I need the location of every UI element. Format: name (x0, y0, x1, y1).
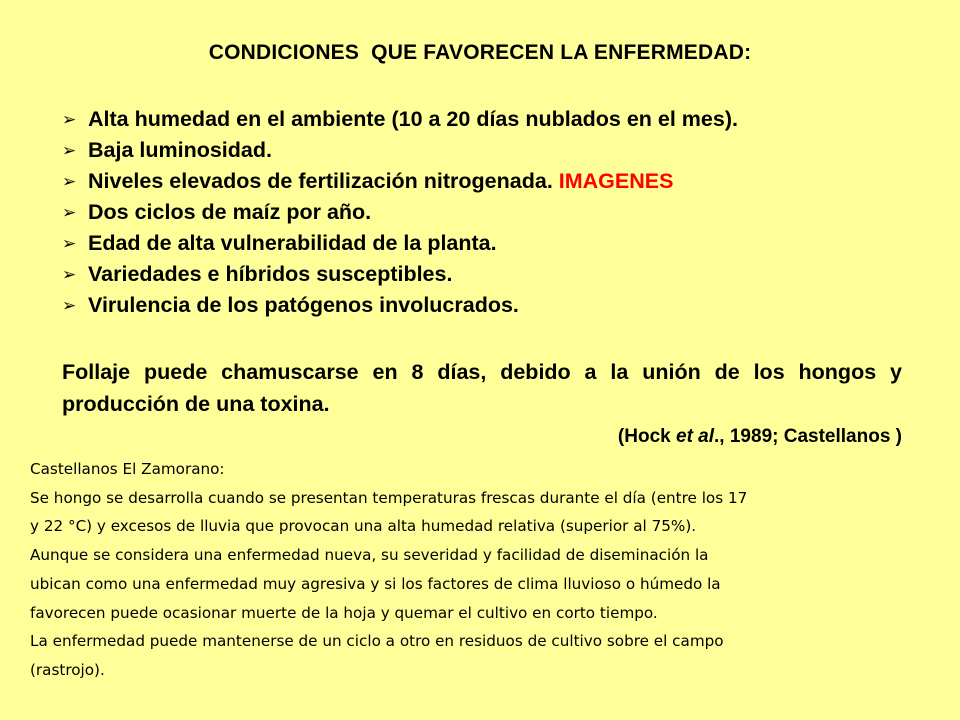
arrow-bullet-icon: ➢ (62, 172, 77, 191)
condition-text: Variedades e híbridos susceptibles. (88, 262, 453, 286)
condition-item (62, 104, 922, 135)
note-line: y 22 °C) y excesos de lluvia que provocan una alta humedad relativa (superior al 75%). (30, 517, 697, 536)
condition-text: Edad de alta vulnerabilidad de la planta. (88, 231, 497, 255)
imagenes-link[interactable]: IMAGENES (558, 169, 674, 193)
arrow-bullet-icon: ➢ (62, 234, 77, 253)
condition-text: Baja luminosidad. (88, 138, 272, 162)
condition-item (62, 166, 922, 197)
citation-open: (Hock (617, 426, 676, 447)
citation-rest: ., 1989; Castellanos ) (714, 426, 902, 447)
condition-item (62, 228, 922, 259)
arrow-bullet-icon: ➢ (62, 203, 77, 222)
summary-paragraph: Follaje puede chamuscarse en 8 días, debido a la unión de los hongos y producción de una toxina. (62, 360, 902, 416)
condition-item (62, 197, 922, 228)
condition-text: Dos ciclos de maíz por año. (88, 200, 372, 224)
condition-item (62, 290, 922, 321)
note-line: La enfermedad puede mantenerse de un ciclo a otro en residuos de cultivo sobre el campo (30, 632, 724, 651)
condition-text: Alta humedad en el ambiente (10 a 20 días nublados en el mes). (88, 107, 738, 131)
citation-etal: et al (676, 426, 715, 447)
arrow-bullet-icon: ➢ (62, 141, 77, 160)
note-line: Aunque se considera una enfermedad nueva, su severidad y facilidad de diseminación la (30, 546, 709, 565)
citation (618, 424, 902, 450)
note-heading: Castellanos El Zamorano: (30, 460, 225, 478)
note-line: favorecen puede ocasionar muerte de la hoja y quemar el cultivo en corto tiempo. (30, 603, 658, 622)
note-line: ubican como una enfermedad muy agresiva y si los factores de clima lluvioso o húmedo la (30, 574, 721, 593)
slide-title: CONDICIONES QUE FAVORECEN LA ENFERMEDAD: (208, 41, 752, 64)
arrow-bullet-icon: ➢ (62, 296, 77, 315)
note-line: (rastrojo). (30, 660, 105, 679)
arrow-bullet-icon: ➢ (62, 265, 77, 284)
note-textbox (30, 455, 945, 685)
condition-item (62, 135, 922, 166)
condition-item (62, 259, 922, 290)
note-line: Se hongo se desarrolla cuando se presentan temperaturas frescas durante el día (entre los 17 (30, 488, 748, 507)
condition-text: Virulencia de los patógenos involucrados. (88, 293, 519, 317)
arrow-bullet-icon: ➢ (62, 110, 77, 129)
condition-text: Niveles elevados de fertilización nitrogenada. (88, 169, 559, 193)
conditions-list (62, 104, 922, 321)
